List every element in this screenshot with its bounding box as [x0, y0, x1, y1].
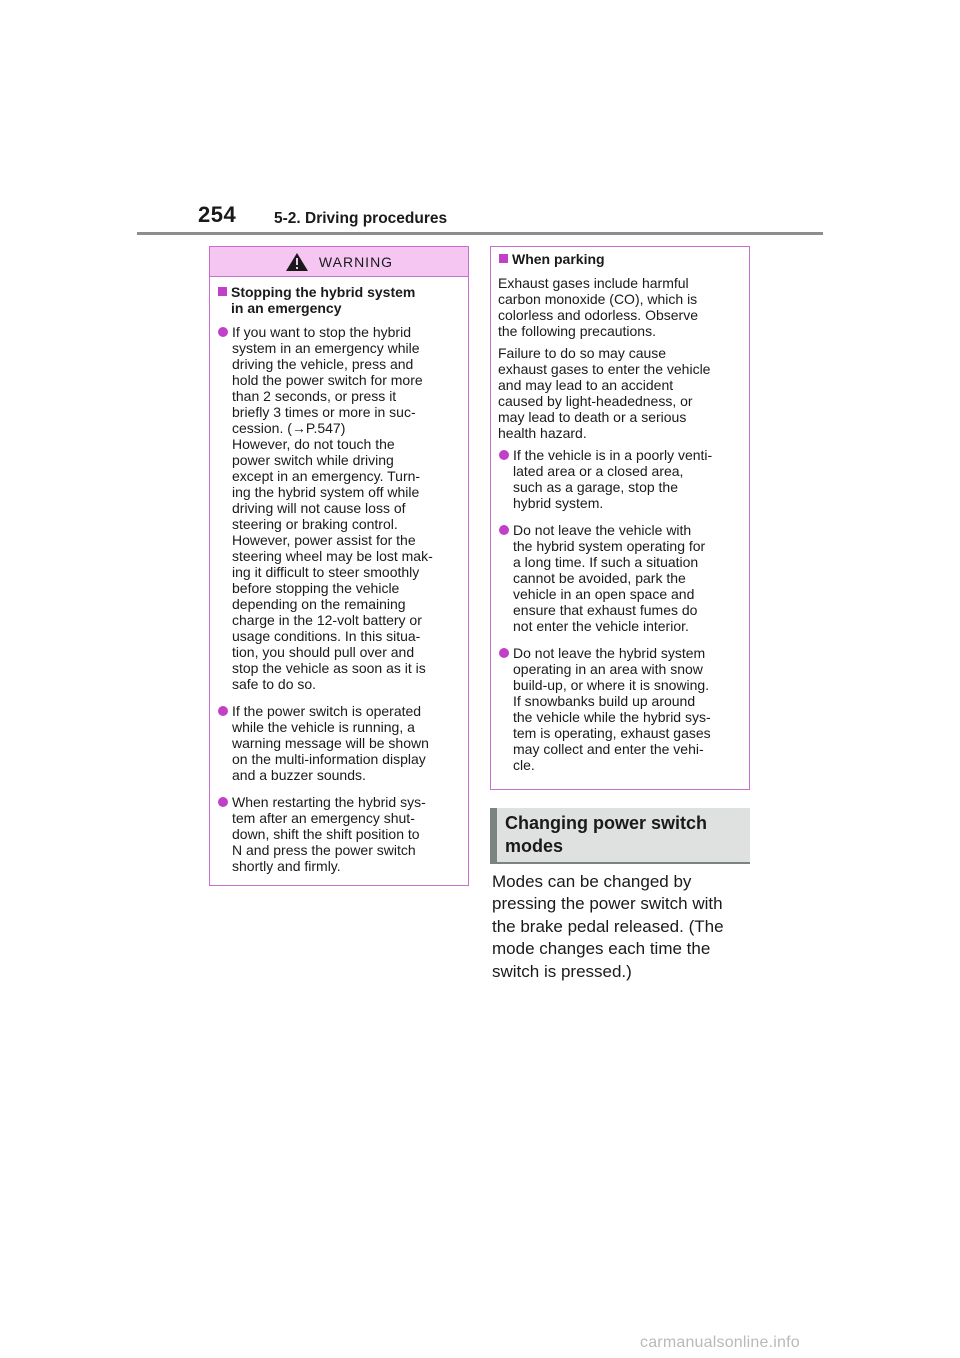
parking-bullet — [498, 645, 742, 773]
warning-box — [209, 246, 469, 886]
parking-subheading — [498, 251, 742, 267]
warning-bullet — [217, 794, 461, 874]
parking-subheading-text: When parking — [512, 251, 605, 267]
warning-bullet — [217, 324, 461, 692]
warning-bullet-text: If the power switch is operated while the vehicle is running, a warning message will be shown on the multi-information display and a buzzer sounds. — [232, 703, 429, 783]
parking-bullet-text: Do not leave the hybrid system operating in an area with snow build-up, or where it is snowing. If snowbanks build up around the vehicle while the hybrid sys- tem is operating, exhaust gases may collect and enter the vehi- cle. — [513, 645, 711, 773]
bullet-dot-icon — [218, 797, 228, 807]
watermark: carmanualsonline.info — [640, 1334, 800, 1351]
square-bullet-icon — [499, 254, 508, 263]
square-bullet-icon — [218, 287, 227, 296]
section-title: 5-2. Driving procedures — [274, 210, 448, 227]
warning-subheading-text: Stopping the hybrid system in an emergency — [231, 284, 416, 316]
parking-bullet-text: Do not leave the vehicle with the hybrid system operating for a long time. If such a situation cannot be avoided, park the vehicle in an open space and ensure that exhaust fumes do not enter the vehicle interior. — [513, 522, 706, 634]
bullet-dot-icon — [499, 450, 509, 460]
warning-subheading — [217, 284, 461, 316]
bullet-dot-icon — [218, 706, 228, 716]
parking-bullet-text: If the vehicle is in a poorly venti- lated area or a closed area, such as a garage, stop the hybrid system. — [513, 447, 713, 511]
parking-bullet — [498, 447, 742, 511]
warning-header — [210, 247, 468, 277]
topic-body-text: Modes can be changed by pressing the power switch with the brake pedal released. (The mode changes each time the switch is pressed.) — [492, 872, 724, 981]
bullet-dot-icon — [499, 648, 509, 658]
parking-paragraph: Failure to do so may cause exhaust gases to enter the vehicle and may lead to an accident caused by light-headedness, or may lead to death or a serious health hazard. — [498, 345, 711, 441]
parking-warning-box — [490, 246, 750, 790]
parking-bullet — [498, 522, 742, 634]
warning-bullet-text: If you want to stop the hybrid system in an emergency while driving the vehicle, press and hold the power switch for more than 2 seconds, or press it briefly 3 times or more in suc- cession. (→P.547) However, do not touch the power switch while driving except in an emergency. Turn- ing the hybrid system off while driving will not cause loss of steering or braking control. However, power assist for the steering wheel may be lost mak- ing it difficult to steer smoothly before stopping the vehicle depending on the remaining charge in the 12-volt battery or usage conditions. In this situa- tion, you should pull over and stop the vehicle as soon as it is safe to do so. — [232, 324, 433, 692]
warning-bullet-text: When restarting the hybrid sys- tem after an emergency shut- down, shift the shift position to N and press the power switch shortly and firmly. — [232, 794, 426, 874]
topic-title: Changing power switch modes — [505, 813, 708, 856]
warning-triangle-icon — [285, 252, 309, 272]
warning-title: WARNING — [318, 253, 394, 270]
parking-paragraph: Exhaust gases include harmful carbon monoxide (CO), which is colorless and odorless. Observe the following precautions. — [498, 275, 698, 339]
header-divider — [137, 232, 823, 235]
warning-bullet — [217, 703, 461, 783]
page-number: 254 — [198, 202, 237, 227]
topic-heading-box — [490, 808, 750, 864]
bullet-dot-icon — [218, 327, 228, 337]
bullet-dot-icon — [499, 525, 509, 535]
